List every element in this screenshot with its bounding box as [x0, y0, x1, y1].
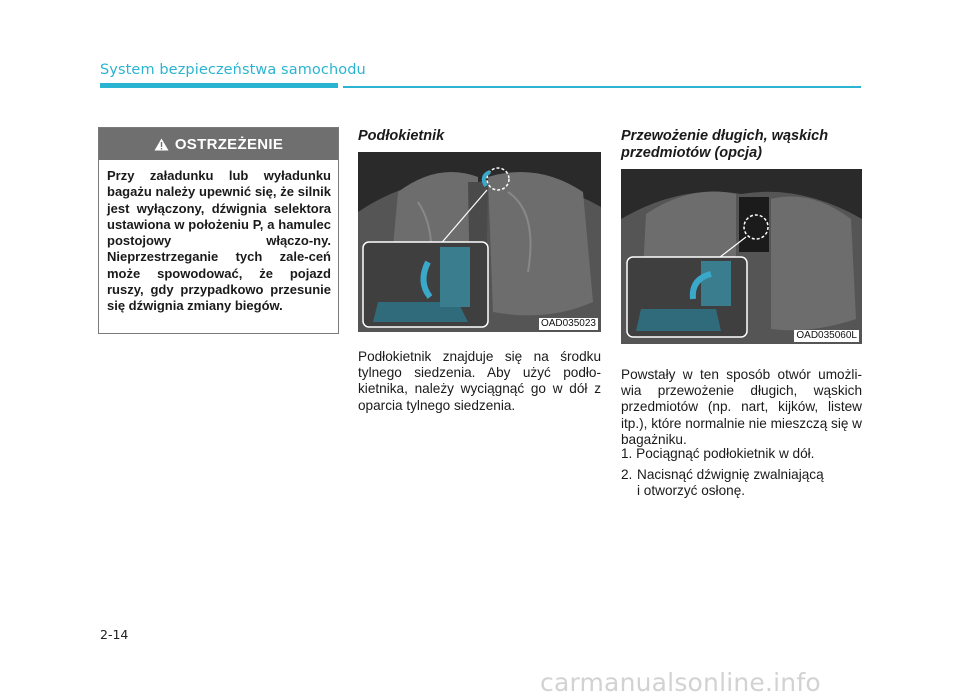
watermark: carmanualsonline.info	[540, 668, 821, 697]
long-items-image-code: OAD035060L	[796, 330, 857, 341]
armrest-photo	[358, 152, 601, 332]
warning-header	[99, 128, 338, 160]
step-2	[621, 467, 862, 499]
long-items-photo	[621, 169, 862, 344]
armrest-image-code: OAD035023	[540, 318, 596, 329]
page-number: 2-14	[100, 627, 129, 642]
long-items-heading: Przewożenie długich, wąskich przedmiotów (opcja)	[621, 128, 829, 161]
warning-title: OSTRZEŻENIE	[174, 135, 284, 153]
step-2-text-line2: i otworzyć osłonę.	[637, 483, 746, 499]
step-2-number: 2.	[621, 467, 633, 482]
header-rule	[343, 86, 861, 88]
warning-box	[98, 127, 339, 334]
armrest-paragraph: Podłokietnik znajduje się na środku tylnego siedzenia. Aby użyć podło-kietnika, należy wyciągnąć go w dół z oparcia tylnego siedzenia.	[358, 349, 601, 413]
step-2-text-line1: Nacisnąć dźwignię zwalniającą	[637, 467, 824, 482]
header-accent-bar	[100, 83, 338, 88]
step-1	[621, 446, 862, 462]
long-items-paragraph: Powstały w ten sposób otwór umożli-wia przewożenie długich, wąskich przedmiotów (np. nart, kijków, listew itp.), które normalnie nie mieszczą się w bagażniku.	[621, 367, 862, 447]
armrest-heading: Podłokietnik	[358, 128, 445, 144]
step-1-number: 1.	[621, 446, 633, 461]
warning-triangle-icon	[154, 138, 169, 151]
step-1-text: Pociągnąć podłokietnik w dół.	[636, 446, 815, 461]
warning-text: Przy załadunku lub wyładunku bagażu należy upewnić się, że silnik jest wyłączony, dźwignia selektora ustawiona w położeniu P, a hamulec postojowy włączo-ny. Nieprzestrzeganie tych zale-ceń może spowodować, że pojazd ruszy, gdy przypadkowo przesunie się dźwignia zmiany biegów.	[107, 168, 331, 314]
section-title: System bezpieczeństwa samochodu	[100, 62, 366, 78]
